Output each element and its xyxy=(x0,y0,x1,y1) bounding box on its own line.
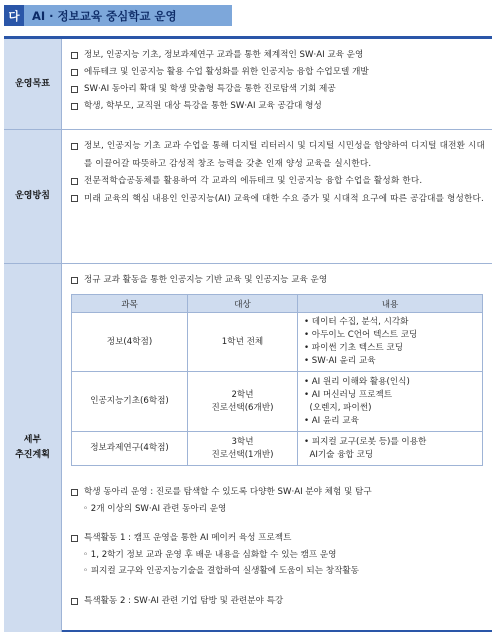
list-item: 특색활동 2 : SW·AI 관련 기업 탐방 및 관련분야 특강 xyxy=(71,593,486,610)
sub-item: ◦ 피지컬 교구와 인공지능기술을 결합하여 실생활에 도움이 되는 창작활동 xyxy=(83,566,359,576)
method-row xyxy=(4,129,492,263)
list-item: 에듀테크 및 인공지능 활용 수업 활성화를 위한 인공지능 융합 수업모델 개발 xyxy=(71,64,486,81)
table-row xyxy=(72,432,483,466)
list-item: 미래 교육의 핵심 내용인 인공지능(AI) 교육에 대한 수요 증가 및 시대적 요구에 따른 공감대를 형성한다. xyxy=(71,191,486,209)
cell-course: 정보(4학점) xyxy=(72,313,188,372)
table-header-row xyxy=(72,295,483,313)
section-title: AI · 정보교육 중심학교 운영 xyxy=(24,5,232,26)
checkbox-icon xyxy=(71,535,78,542)
section-number: 다 xyxy=(4,5,24,26)
cell-content: • 데이터 수집, 분석, 시각화 • 아두이노 C언어 텍스트 코딩 • 파이썬 기초 텍스트 코딩 • SW·AI 윤리 교육 xyxy=(298,313,483,372)
list-item: 정보, 인공지능 기초 교과 수업을 통해 디지털 리터러시 및 디지털 시민성을 함양하여 디지털 대전환 시대를 이끌어갈 따뜻하고 감성적 창조 능력을 갖춘 인재 양성 교육을 실시한다. xyxy=(71,138,486,173)
header-target: 대상 xyxy=(188,295,298,313)
method-list xyxy=(62,130,492,263)
table-row xyxy=(72,313,483,372)
detail-intro: 정규 교과 활동을 통한 인공지능 기반 교육 및 인공지능 교육 운영 xyxy=(71,264,486,288)
sub-item: ◦ 1, 2학기 정보 교과 운영 후 배운 내용을 심화할 수 있는 캠프 운영 xyxy=(83,550,337,560)
list-item: 학생, 학부모, 교직원 대상 특강을 통한 SW·AI 교육 공감대 형성 xyxy=(71,98,486,115)
checkbox-icon xyxy=(71,143,78,150)
list-item: 전문적학습공동체를 활용하여 각 교과의 에듀테크 및 인공지능 융합 수업을 활성화 한다. xyxy=(71,173,486,191)
list-item: SW·AI 동아리 확대 및 학생 맞춤형 특강을 통한 진로탐색 기회 제공 xyxy=(71,81,486,98)
checkbox-icon xyxy=(71,195,78,202)
detail-label: 세부 추진계획 xyxy=(4,264,62,632)
activity-special-1 xyxy=(71,530,486,579)
header-content: 내용 xyxy=(298,295,483,313)
course-table xyxy=(71,294,483,466)
header-course: 과목 xyxy=(72,295,188,313)
section-title-bar xyxy=(4,5,232,26)
cell-course: 정보과제연구(4학점) xyxy=(72,432,188,466)
checkbox-icon xyxy=(71,598,78,605)
method-label: 운영방침 xyxy=(4,130,62,263)
checkbox-icon xyxy=(71,178,78,185)
activity-special-2 xyxy=(71,593,486,610)
cell-content: • AI 원리 이해와 활용(인식) • AI 머신러닝 프로젝트 (오렌지, 파이썬) • AI 윤리 교육 xyxy=(298,372,483,432)
detail-content xyxy=(62,264,492,632)
checkbox-icon xyxy=(71,489,78,496)
table-row xyxy=(72,372,483,432)
list-item: 특색활동 1 : 캠프 운영을 통한 AI 메이커 육성 프로젝트 xyxy=(71,530,486,547)
sub-item: ◦ 2개 이상의 SW·AI 관련 동아리 운영 xyxy=(83,504,227,514)
goal-label: 운영목표 xyxy=(4,39,62,129)
plan-table xyxy=(4,36,492,632)
list-item: 학생 동아리 운영 : 진로를 탐색할 수 있도록 다양한 SW·AI 분야 체험 및 탐구 xyxy=(71,484,486,501)
checkbox-icon xyxy=(71,277,78,284)
cell-target: 1학년 전체 xyxy=(188,313,298,372)
checkbox-icon xyxy=(71,103,78,110)
goal-row xyxy=(4,39,492,129)
detail-row xyxy=(4,263,492,632)
checkbox-icon xyxy=(71,52,78,59)
cell-target: 2학년 진로선택(6개반) xyxy=(188,372,298,432)
cell-content: • 피지컬 교구(로봇 등)를 이용한 AI기술 융합 코딩 xyxy=(298,432,483,466)
activity-club xyxy=(71,484,486,517)
checkbox-icon xyxy=(71,86,78,93)
list-item: 정보, 인공지능 기초, 정보과제연구 교과를 통한 체계적인 SW·AI 교육 운영 xyxy=(71,47,486,64)
checkbox-icon xyxy=(71,69,78,76)
goal-list xyxy=(62,39,492,129)
cell-course: 인공지능기초(6학점) xyxy=(72,372,188,432)
cell-target: 3학년 진로선택(1개반) xyxy=(188,432,298,466)
